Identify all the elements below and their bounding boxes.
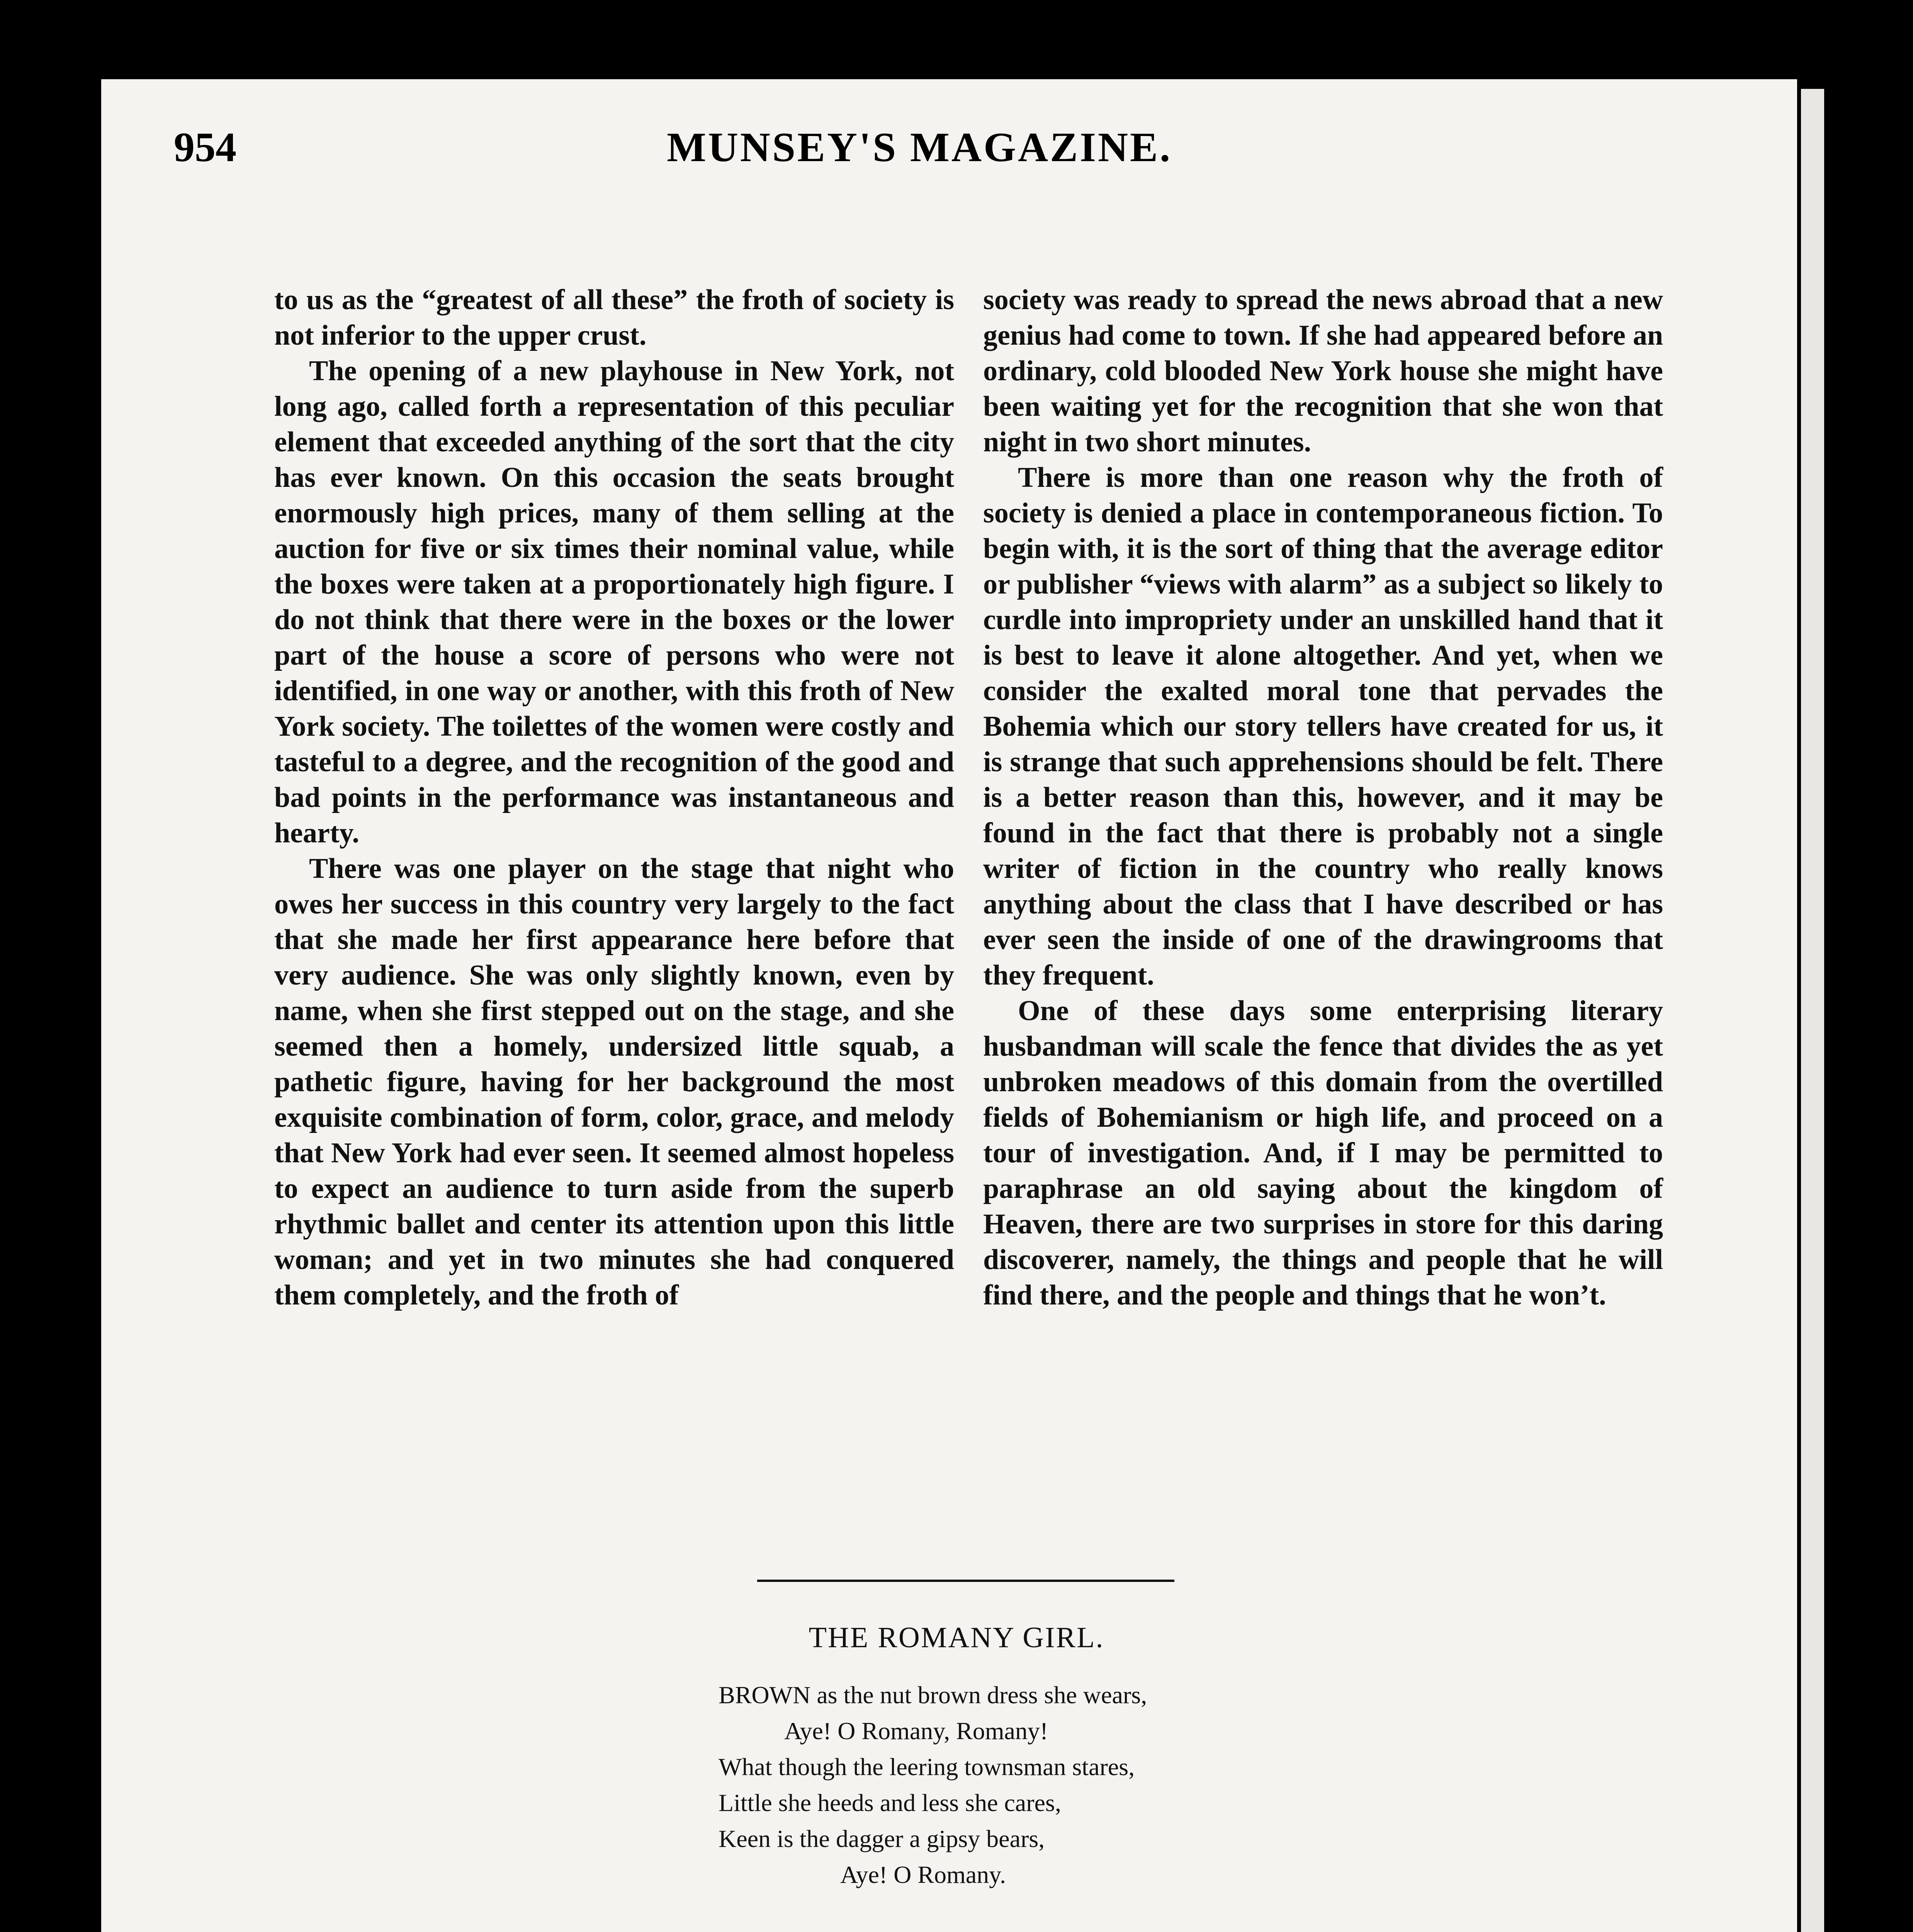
poem-line: Aye! O Romany. bbox=[840, 1861, 1006, 1888]
paragraph: One of these days some enterprising literary husbandman will scale the fence that divides the as yet unbroken meadows of this domain from the overtilled fields of Bohemianism or high life, and proceed on a tour of investigation. And, if I may be permitted to paraphrase an old saying about the kingdom of Heaven, there are two surprises in store for this daring discoverer, namely, the things and people that he will find there, and the people and things that he won’t. bbox=[983, 995, 1663, 1311]
poem-line: Aye! O Romany, Romany! bbox=[784, 1717, 1048, 1745]
poem-line: What though the leering townsman stares, bbox=[719, 1753, 1135, 1781]
section-divider bbox=[757, 1580, 1174, 1582]
paragraph: society was ready to spread the news abroad that a new genius had come to town. If she had appeared before an ordinary, cold blooded New York house she might have been waiting yet for the recognition that she won that night in two short minutes. bbox=[983, 284, 1663, 458]
paragraph: to us as the “greatest of all these” the froth of society is not inferior to the upper crust. bbox=[274, 284, 954, 351]
magazine-title: MUNSEY'S MAGAZINE. bbox=[666, 124, 1172, 170]
running-head bbox=[174, 124, 1665, 178]
poem-body bbox=[719, 1677, 1684, 1932]
paragraph: There was one player on the stage that night who owes her success in this country very largely to the fact that she made her first appearance here before that very audience. She was only slightly known, even by name, when she first stepped out on the stage, and she seemed then a homely, undersized little squab, a pathetic figure, having for her background the most exquisite combination of form, color, grace, and melody that New York had ever seen. It seemed almost hopeless to expect an audience to turn aside from the superb rhythmic ballet and center its attention upon this little woman; and yet in two minutes she had conquered them completely, and the froth of bbox=[274, 853, 954, 1311]
poem-title: THE ROMANY GIRL. bbox=[809, 1621, 1104, 1654]
poem-line: Little she heeds and less she cares, bbox=[719, 1789, 1061, 1816]
facing-page-edge bbox=[1801, 89, 1824, 1932]
poem-stanza bbox=[719, 1677, 1684, 1893]
right-column bbox=[983, 282, 1663, 1313]
left-column bbox=[274, 282, 954, 1313]
paragraph: There is more than one reason why the froth of society is denied a place in contemporaneous fiction. To begin with, it is the sort of thing that the average editor or publisher “views with alarm” as a subject so likely to curdle into impropriety under an unskilled hand that it is best to leave it alone altogether. And yet, when we consider the exalted moral tone that pervades the Bohemia which our story tellers have created for us, it is strange that such apprehensions should be felt. There is a better reason than this, however, and it may be found in the fact that there is probably not a single writer of fiction in the country who really knows anything about the class that I have described or has ever seen the inside of one of the drawingrooms that they frequent. bbox=[983, 462, 1663, 991]
page-number: 954 bbox=[174, 124, 236, 170]
poem-line: Keen is the dagger a gipsy bears, bbox=[719, 1825, 1045, 1852]
poem-line: BROWN as the nut brown dress she wears, bbox=[719, 1681, 1147, 1709]
paragraph: The opening of a new playhouse in New York, not long ago, called forth a representation of this peculiar element that exceeded anything of the sort that the city has ever known. On this occasion the seats brought enormously high prices, many of them selling at the auction for five or six times their nominal value, while the boxes were taken at a proportionately high figure. I do not think that there were in the boxes or the lower part of the house a score of persons who were not identified, in one way or another, with this froth of New York society. The toilettes of the women were costly and tasteful to a degree, and the recognition of the good and bad points in the performance was instantaneous and hearty. bbox=[274, 355, 954, 849]
